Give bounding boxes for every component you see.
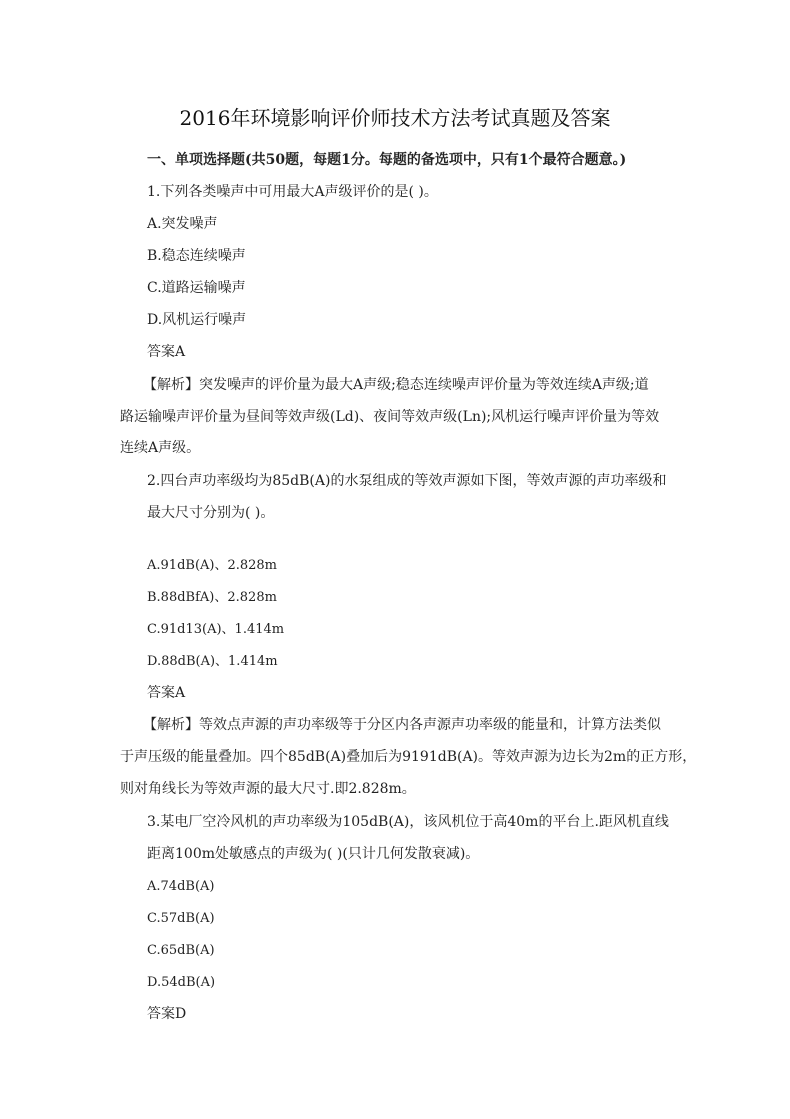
question-1-option-c: C.道路运输噪声 [147,280,246,296]
question-1-analysis: 【解析】突发噪声的评价量为最大A声级;稳态连续噪声评价量为等效连续A声级;道 [143,377,649,393]
question-1-answer: 答案A [147,344,186,360]
question-2-option-c: C.91d13(A)、1.414m [147,622,285,637]
question-2-option-b: B.88dBfA)、2.828m [147,590,277,605]
question-2-option-d: D.88dB(A)、1.414m [147,654,278,669]
question-2-stem: 2.四台声功率级均为85dB(A)的水泵组成的等效声源如下图，等效声源的声功率级和 [147,473,667,489]
question-3-answer: 答案D [147,1006,187,1022]
question-2-option-a: A.91dB(A)、2.828m [147,558,278,573]
question-3-stem: 距离100m处敏感点的声级为( )(只计几何发散衰减)。 [147,846,480,862]
question-2-stem: 最大尺寸分别为( )。 [147,505,275,521]
question-3-option-b: C.57dB(A) [147,911,215,926]
question-2-answer: 答案A [147,685,186,701]
question-2-analysis: 【解析】等效点声源的声功率级等于分区内各声源声功率级的能量和，计算方法类似 [143,717,661,733]
question-3-option-c: C.65dB(A) [147,943,215,958]
question-3-option-a: A.74dB(A) [147,879,215,894]
question-2-analysis: 于声压级的能量叠加。四个85dB(A)叠加后为9191dB(A)。等效声源为边长为2m的正方形， [120,749,697,765]
question-1-option-d: D.风机运行噪声 [147,312,247,328]
section-heading: 一、单项选择题(共50题，每题1分。每题的备选项中，只有1个最符合题意。) [147,152,627,168]
question-3-stem: 3.某电厂空冷风机的声功率级为105dB(A)，该风机位于高40m的平台上.距风机直线 [147,814,669,830]
page-title: 2016年环境影响评价师技术方法考试真题及答案 [179,106,611,130]
question-3-option-d: D.54dB(A) [147,975,216,990]
question-1-stem: 1.下列各类噪声中可用最大A声级评价的是( )。 [147,184,438,200]
question-2-analysis: 则对角线长为等效声源的最大尺寸.即2.828m。 [120,781,416,797]
question-1-option-a: A.突发噪声 [147,216,218,232]
question-1-analysis: 连续A声级。 [120,440,201,456]
question-1-analysis: 路运输噪声评价量为昼间等效声级(Ld)、夜间等效声级(Ln);风机运行噪声评价量为等效 [120,409,660,425]
question-1-option-b: B.稳态连续噪声 [147,248,246,264]
